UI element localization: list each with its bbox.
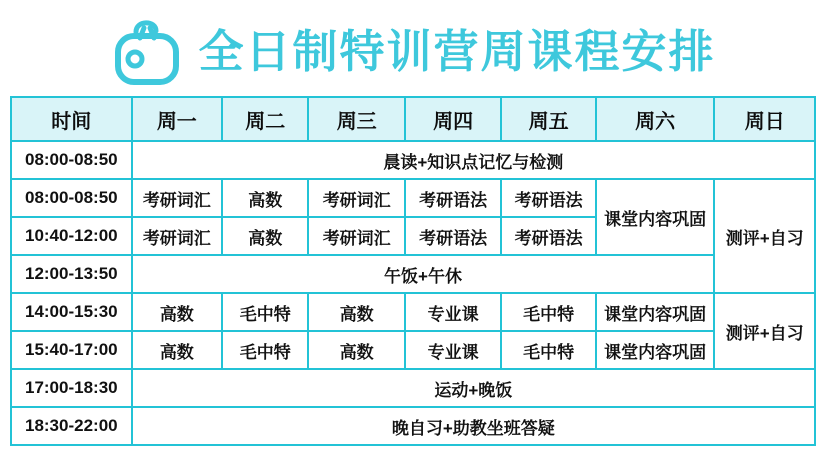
- cell-thu: 考研语法: [405, 179, 501, 217]
- cell-thu: 专业课: [405, 331, 501, 369]
- row-time: 08:00-08:50: [11, 179, 132, 217]
- cell-thu: 专业课: [405, 293, 501, 331]
- cell-fri: 考研语法: [501, 179, 595, 217]
- cell-tue: 高数: [222, 179, 308, 217]
- table-row: [11, 141, 815, 179]
- row-time: 18:30-22:00: [11, 407, 132, 445]
- cell-wed: 高数: [308, 331, 404, 369]
- cell-tue: 高数: [222, 217, 308, 255]
- table-row: [11, 331, 815, 369]
- cell-mon: 高数: [132, 293, 222, 331]
- cell-sun: 测评+自习: [714, 179, 815, 293]
- header-sun: 周日: [714, 97, 815, 141]
- cell-tue: 毛中特: [222, 293, 308, 331]
- cell-sat: 课堂内容巩固: [596, 293, 715, 331]
- header-fri: 周五: [501, 97, 595, 141]
- table-row: [11, 407, 815, 445]
- row-time: 15:40-17:00: [11, 331, 132, 369]
- row-time: 12:00-13:50: [11, 255, 132, 293]
- schedule-table: [10, 96, 816, 446]
- table-row: [11, 369, 815, 407]
- header-mon: 周一: [132, 97, 222, 141]
- row-time: 17:00-18:30: [11, 369, 132, 407]
- header-wed: 周三: [308, 97, 404, 141]
- cell-mon: 高数: [132, 331, 222, 369]
- schedule-table-wrap: [0, 96, 826, 446]
- cell-sat: 课堂内容巩固: [596, 179, 715, 255]
- cell-mon: 考研词汇: [132, 179, 222, 217]
- cell-fri: 毛中特: [501, 331, 595, 369]
- row-time: 10:40-12:00: [11, 217, 132, 255]
- row-time: 08:00-08:50: [11, 141, 132, 179]
- cell-mon: 考研词汇: [132, 217, 222, 255]
- cell-wed: 考研词汇: [308, 217, 404, 255]
- header-sat: 周六: [596, 97, 715, 141]
- bag-icon: [110, 14, 184, 88]
- header-thu: 周四: [405, 97, 501, 141]
- row-activity: 运动+晚饭: [132, 369, 815, 407]
- row-activity: 午饭+午休: [132, 255, 715, 293]
- table-row: [11, 179, 815, 217]
- row-time: 14:00-15:30: [11, 293, 132, 331]
- cell-tue: 毛中特: [222, 331, 308, 369]
- cell-thu: 考研语法: [405, 217, 501, 255]
- header-tue: 周二: [222, 97, 308, 141]
- row-activity: 晚自习+助教坐班答疑: [132, 407, 815, 445]
- table-header-row: [11, 97, 815, 141]
- table-row: [11, 293, 815, 331]
- header-time: 时间: [11, 97, 132, 141]
- cell-fri: 考研语法: [501, 217, 595, 255]
- page-title: 全日制特训营周课程安排: [198, 25, 716, 77]
- cell-wed: 高数: [308, 293, 404, 331]
- row-activity: 晨读+知识点记忆与检测: [132, 141, 815, 179]
- cell-sun: 测评+自习: [714, 293, 815, 369]
- page-header: [0, 0, 826, 96]
- cell-wed: 考研词汇: [308, 179, 404, 217]
- table-row: [11, 255, 815, 293]
- cell-sat: 课堂内容巩固: [596, 331, 715, 369]
- cell-fri: 毛中特: [501, 293, 595, 331]
